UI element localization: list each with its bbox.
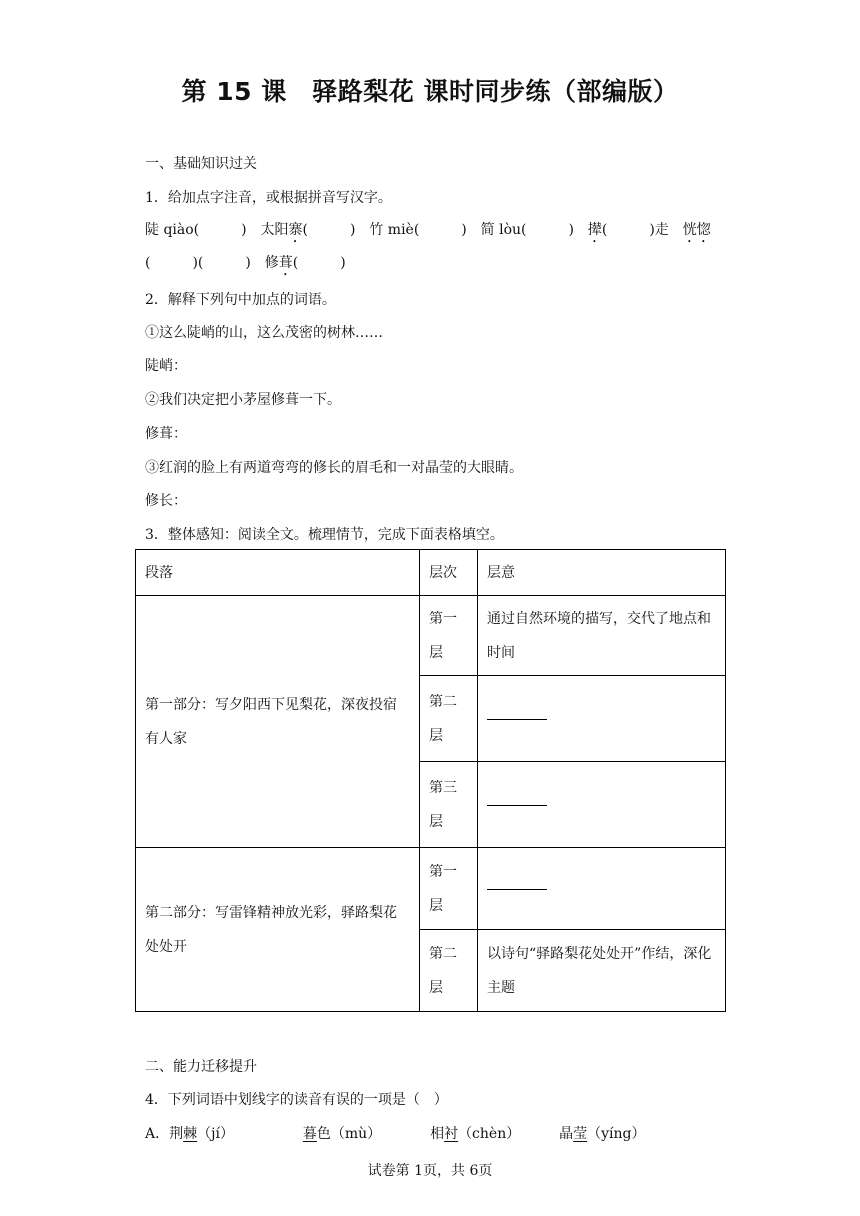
q1-item-mie: 竹 miè( ) xyxy=(369,222,467,238)
option-a-label: A． xyxy=(145,1126,170,1142)
q1-dotted-char-huang: 恍 xyxy=(682,222,697,238)
answer-blank[interactable] xyxy=(487,804,547,806)
section-heading-basics: 一、基础知识过关 xyxy=(145,156,257,172)
answer-blank[interactable] xyxy=(487,888,547,890)
question-2-stem: 2．解释下列句中加点的词语。 xyxy=(145,292,336,308)
q1-dotted-char-hu: 惚 xyxy=(696,222,711,238)
part-1-cell: 第一部分：写夕阳西下见梨花，深夜投宿有人家 xyxy=(136,596,420,848)
q1-dotted-char-qi: 葺 xyxy=(278,255,293,271)
q1-item-huanghu-blanks: ( )( ) xyxy=(145,255,251,271)
layer-cell: 第一层 xyxy=(420,848,478,930)
meaning-cell: 通过自然环境的描写，交代了地点和时间 xyxy=(478,596,726,676)
q1-dotted-char-nian: 撵 xyxy=(587,222,602,238)
q1-item-lou: 简 lòu( ) xyxy=(480,222,574,238)
q1-item-qi-prefix: 修 xyxy=(264,255,279,271)
question-4-option-a[interactable] xyxy=(145,1123,646,1143)
part-2-cell: 第二部分：写雷锋精神放光彩，驿路梨花处处开 xyxy=(136,848,420,1012)
q1-dotted-char-zhai: 寨 xyxy=(288,222,303,238)
option-a-underlined-char: 棘 xyxy=(183,1126,198,1142)
question-2-answer-1: 陡峭： xyxy=(145,358,187,374)
page-title: 第 15 课 驿路梨花 课时同步练（部编版） xyxy=(181,77,679,106)
option-a-word-2-rest: 色（mù） xyxy=(316,1126,382,1142)
table-row xyxy=(136,596,726,676)
question-2-sentence-2: ②我们决定把小茅屋修葺一下。 xyxy=(145,392,341,408)
option-a-word-4-prefix: 晶 xyxy=(559,1126,574,1142)
question-3-stem: 3．整体感知：阅读全文。梳理情节，完成下面表格填空。 xyxy=(145,527,504,543)
table-header-row xyxy=(136,550,726,596)
plot-outline-table xyxy=(135,549,726,1012)
meaning-cell: 以诗句“驿路梨花处处开”作结，深化主题 xyxy=(478,930,726,1012)
question-1-stem: 1．给加点字注音，或根据拼音写汉字。 xyxy=(145,190,392,206)
question-2-answer-2: 修葺： xyxy=(145,426,187,442)
header-layer: 层次 xyxy=(420,550,478,596)
option-a-word-1-pinyin: （jí） xyxy=(197,1126,234,1142)
answer-blank[interactable] xyxy=(487,718,547,720)
q1-item-nian-blank: ( )走 xyxy=(601,222,669,238)
q1-item-zhai-prefix: 太阳 xyxy=(260,222,289,238)
option-a-word-3-pinyin: （chèn） xyxy=(458,1126,521,1142)
header-paragraph: 段落 xyxy=(136,550,420,596)
option-a-underlined-char: 莹 xyxy=(573,1126,588,1142)
q1-item-qi-blank: ( ) xyxy=(292,255,346,271)
meaning-blank-cell[interactable] xyxy=(478,676,726,762)
page-footer: 试卷第 1页，共 6页 xyxy=(367,1163,493,1179)
option-a-word-4-pinyin: （yíng） xyxy=(587,1126,646,1142)
meaning-blank-cell[interactable] xyxy=(478,848,726,930)
layer-cell: 第二层 xyxy=(420,676,478,762)
question-2-answer-3: 修长： xyxy=(145,493,187,509)
layer-cell: 第三层 xyxy=(420,762,478,848)
layer-cell: 第二层 xyxy=(420,930,478,1012)
meaning-blank-cell[interactable] xyxy=(478,762,726,848)
option-a-underlined-char: 暮 xyxy=(302,1126,317,1142)
header-meaning: 层意 xyxy=(478,550,726,596)
section-heading-ability: 二、能力迁移提升 xyxy=(145,1059,257,1075)
layer-cell: 第一层 xyxy=(420,596,478,676)
question-2-sentence-1: ①这么陡峭的山，这么茂密的树林…… xyxy=(145,325,383,341)
option-a-word-3-prefix: 相 xyxy=(430,1126,445,1142)
q1-item-qiao: 陡 qiào( ) xyxy=(145,222,247,238)
option-a-underlined-char: 衬 xyxy=(444,1126,459,1142)
option-a-word-1-prefix: 荆 xyxy=(169,1126,184,1142)
question-1-line-2 xyxy=(145,252,346,279)
question-2-sentence-3: ③红润的脸上有两道弯弯的修长的眉毛和一对晶莹的大眼睛。 xyxy=(145,460,523,476)
question-4-stem: 4．下列词语中划线字的读音有误的一项是（ ） xyxy=(145,1092,448,1108)
q1-item-zhai-blank: ( ) xyxy=(302,222,356,238)
question-1-line-1 xyxy=(145,219,711,246)
table-row xyxy=(136,848,726,930)
